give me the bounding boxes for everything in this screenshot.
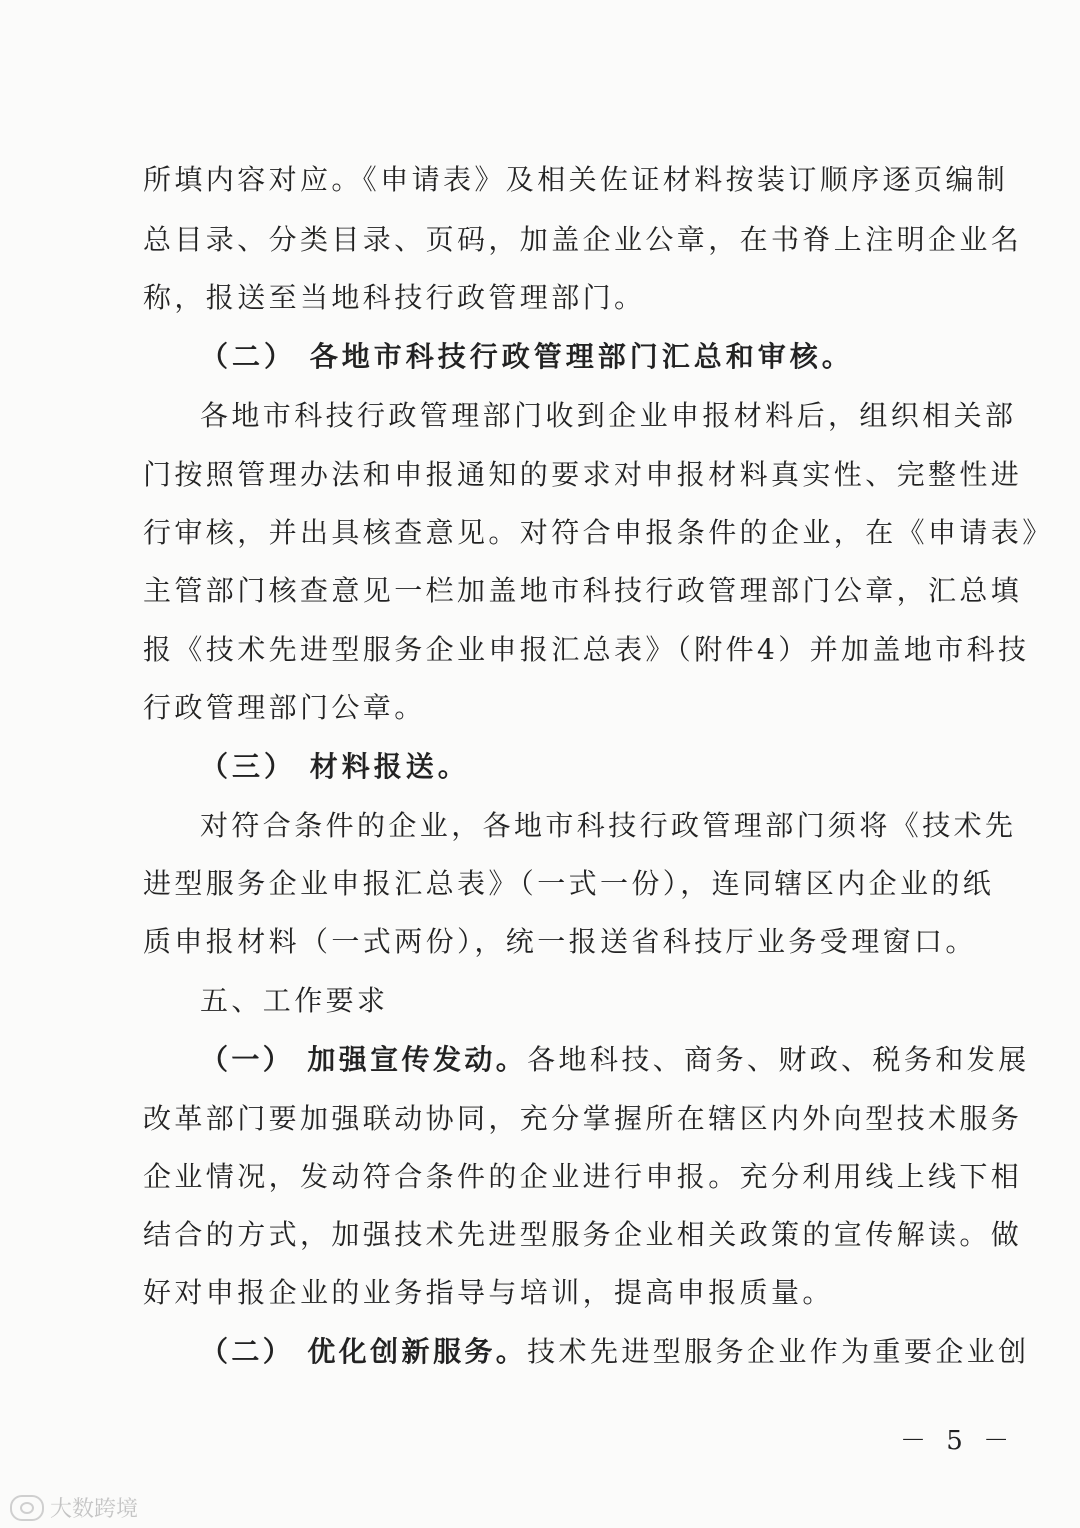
lead-line [200,1040,1030,1080]
lead-rest: 技术先进型服务企业作为重要企业创 [527,1335,1030,1368]
text-line: 改革部门要加强联动协同，充分掌握所在辖区内外向型技术服务 [143,1102,1023,1135]
text-line: 各地市科技行政管理部门收到企业申报材料后，组织相关部 [200,399,1017,432]
watermark-text: 大数跨境 [50,1497,139,1522]
text-line: 好对申报企业的业务指导与培训，提高申报质量。 [143,1276,834,1309]
bold-lead: （一） 加强宣传发动。 [200,1043,528,1076]
text-line: 总目录、分类目录、页码，加盖企业公章，在书脊上注明企业名 [143,223,1023,256]
text-line: 主管部门核查意见一栏加盖地市科技行政管理部门公章，汇总填 [143,574,1023,607]
text-line: 称，报送至当地科技行政管理部门。 [143,281,646,314]
lead-rest: 各地科技、商务、财政、税务和发展 [527,1043,1030,1076]
weibo-logo-icon [10,1495,44,1521]
lead-line [200,1332,1030,1372]
text-line: 报《技术先进型服务企业申报汇总表》（附件4）并加盖地市科技 [143,633,1030,666]
page-number: － 5 － [900,1426,1016,1456]
text-line: 结合的方式，加强技术先进型服务企业相关政策的宣传解读。做 [143,1218,1023,1251]
text-line: 质申报材料（一式两份），统一报送省科技厅业务受理窗口。 [143,925,977,958]
text-line: 行审核，并出具核查意见。对符合申报条件的企业，在《申请表》 [143,516,1054,549]
text-line: 进型服务企业申报汇总表》（一式一份），连同辖区内企业的纸 [143,867,995,900]
watermark [10,1492,138,1523]
subheading: （三） 材料报送。 [200,750,470,783]
text-line: 行政管理部门公章。 [143,691,426,724]
subheading: （二） 各地市科技行政管理部门汇总和审核。 [200,340,854,373]
text-line: 企业情况，发动符合条件的企业进行申报。充分利用线上线下相 [143,1160,1023,1193]
text-line: 所填内容对应。《申请表》及相关佐证材料按装订顺序逐页编制 [143,163,1009,196]
text-line: 对符合条件的企业，各地市科技行政管理部门须将《技术先 [200,809,1017,842]
section-heading: 五、工作要求 [200,984,389,1017]
text-line: 门按照管理办法和申报通知的要求对申报材料真实性、完整性进 [143,458,1023,491]
bold-lead: （二） 优化创新服务。 [200,1335,528,1368]
